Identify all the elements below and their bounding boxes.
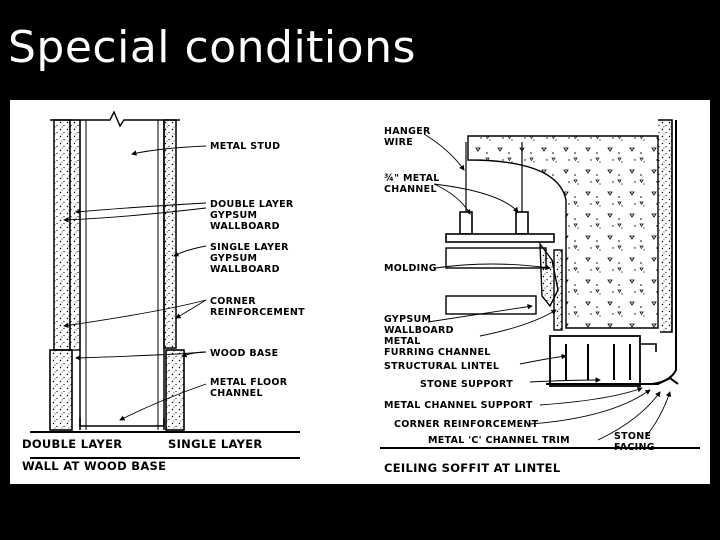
label-bottom-single-layer: SINGLE LAYER: [168, 437, 263, 451]
wall-detail-caption: WALL AT WOOD BASE: [22, 459, 167, 473]
label-hanger-wire: WIRE: [384, 137, 414, 148]
label-metal-channel-support: METAL CHANNEL SUPPORT: [384, 400, 533, 411]
label-single-layer: SINGLE LAYER: [210, 242, 289, 253]
label-structural-lintel: STRUCTURAL LINTEL: [384, 361, 500, 372]
label-corner-reinforcement-soffit: CORNER REINFORCEMENT: [394, 419, 539, 430]
label-stone: STONE: [614, 431, 652, 442]
label-floor-channel: CHANNEL: [210, 388, 263, 399]
label-wood-base: WOOD BASE: [210, 348, 279, 359]
label-facing: FACING: [614, 442, 655, 453]
label-metal-stud: METAL STUD: [210, 141, 281, 152]
label-single-layer-wallboard: WALLBOARD: [210, 264, 280, 275]
label-c-channel-trim: METAL 'C' CHANNEL TRIM: [428, 435, 570, 446]
label-hanger: HANGER: [384, 126, 431, 137]
label-stone-support: STONE SUPPORT: [420, 379, 513, 390]
label-metal-channel: ¾" METAL: [384, 173, 440, 184]
label-channel: CHANNEL: [384, 184, 437, 195]
label-molding: MOLDING: [384, 263, 437, 274]
label-corner: CORNER: [210, 296, 256, 307]
label-metal-floor: METAL FLOOR: [210, 377, 288, 388]
detail-figure: [10, 100, 710, 484]
label-single-layer-gypsum: GYPSUM: [210, 253, 258, 264]
label-corner-reinforcement: REINFORCEMENT: [210, 307, 305, 318]
label-metal: METAL: [384, 336, 421, 347]
label-gypsum: GYPSUM: [384, 314, 432, 325]
label-gypsum-wallboard: WALLBOARD: [384, 325, 454, 336]
ceiling-soffit-detail: [380, 120, 700, 475]
slide-title: Special conditions: [8, 22, 416, 73]
soffit-detail-caption: CEILING SOFFIT AT LINTEL: [384, 461, 561, 475]
label-double-layer-gypsum: GYPSUM: [210, 210, 258, 221]
wall-at-wood-base-detail: [22, 112, 305, 473]
label-bottom-double-layer: DOUBLE LAYER: [22, 437, 123, 451]
label-double-layer-wallboard: WALLBOARD: [210, 221, 280, 232]
label-double-layer: DOUBLE LAYER: [210, 199, 294, 210]
label-furring-channel: FURRING CHANNEL: [384, 347, 491, 358]
